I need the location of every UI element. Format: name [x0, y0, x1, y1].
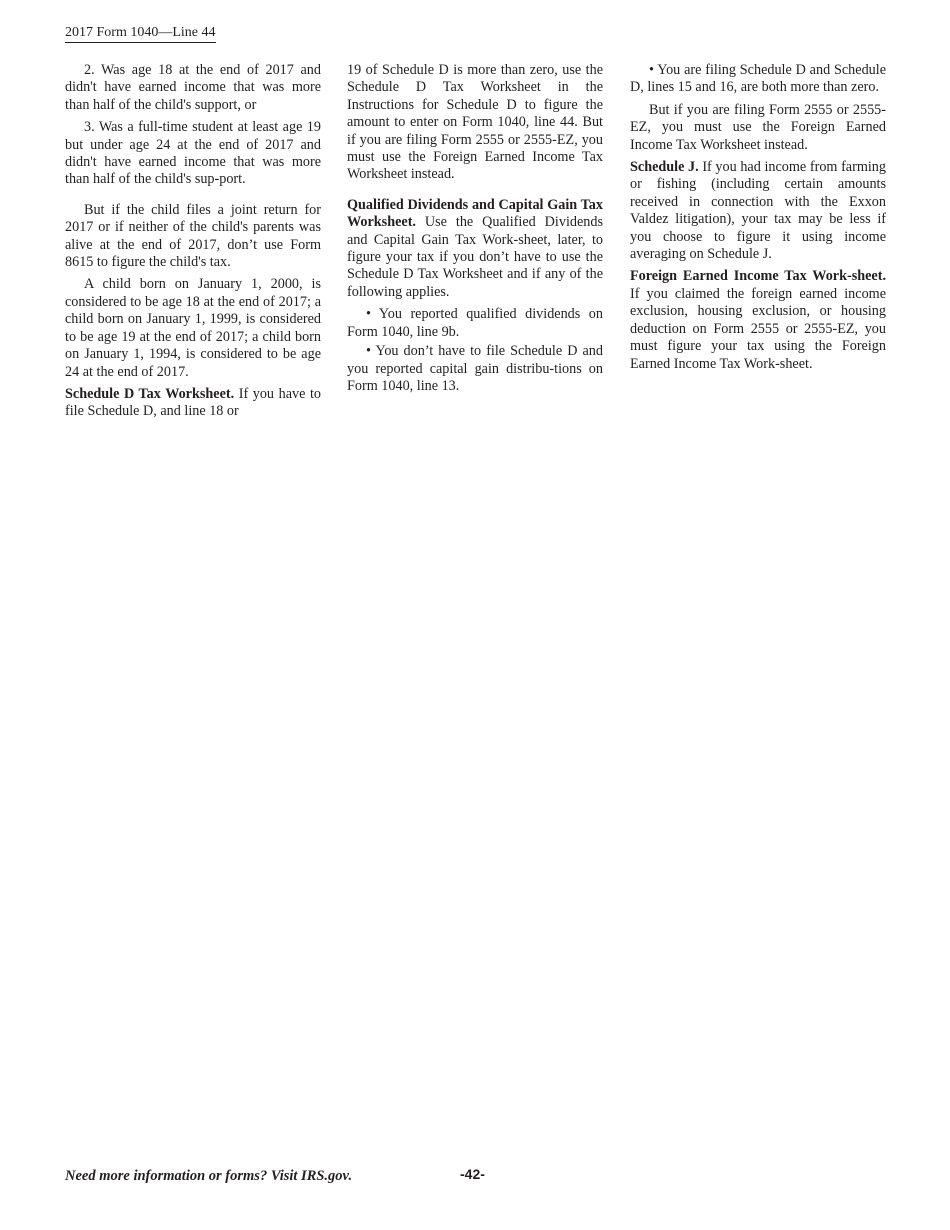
paragraph-age-18: 2. Was age 18 at the end of 2017 and didn't have earned income that was more than half of the child's support, or	[65, 62, 321, 113]
heading-foreign-earned-income: Foreign Earned Income Tax Work-sheet.	[630, 268, 886, 285]
text-foreign-earned-income: If you claimed the foreign earned income exclusion, housing exclusion, or housing deduction on Form 2555 or 2555-EZ, you must figure your tax using the Foreign Earned Income Tax Work-sheet.	[630, 285, 886, 372]
paragraph-schedule-d-worksheet	[65, 386, 321, 421]
heading-schedule-j: Schedule J.	[630, 159, 699, 176]
footer-note: Need more information or forms? Visit IRS.gov.	[65, 1168, 353, 1184]
paragraph-qualified-dividends	[347, 197, 603, 301]
text-schedule-d-worksheet: If you have to file Schedule D, and line 18 or	[65, 385, 321, 420]
paragraph-schedule-j	[630, 159, 886, 263]
bullet-filing-schedule-d: • You are filing Schedule D and Schedule D, lines 15 and 16, are both more than zero.	[630, 62, 886, 96]
text-schedule-j: If you had income from farming or fishing (including certain amounts received in connection with the Exxon Valdez litigation), your tax may be less if you choose to figure it using income averaging on Schedule J.	[630, 159, 886, 263]
column-2	[347, 62, 603, 397]
paragraph-foreign-earned-income	[630, 268, 886, 372]
column-1	[65, 62, 321, 426]
paragraph-full-time-student: 3. Was a full-time student at least age 19 but under age 24 at the end of 2017 and didn't have earned income that was more than half of the child's sup-port.	[65, 119, 321, 188]
paragraph-joint-return: But if the child files a joint return for 2017 or if neither of the child's parents was alive at the end of 2017, don’t use Form 8615 to figure the child's tax.	[65, 201, 321, 271]
paragraph-schedule-d-continued: 19 of Schedule D is more than zero, use the Schedule D Tax Worksheet in the Instructions for Schedule D to figure the amount to enter on Form 1040, line 44. But if you are filing Form 2555 or 2555-EZ, you must use the Foreign Earned Income Tax Worksheet instead.	[347, 62, 603, 183]
heading-schedule-d-worksheet: Schedule D Tax Worksheet.	[65, 385, 235, 402]
heading-qualified-dividends: Qualified Dividends and Capital Gain Tax Worksheet.	[347, 196, 603, 231]
paragraph-form-2555: But if you are filing Form 2555 or 2555-EZ, you must use the Foreign Earned Income Tax Worksheet instead.	[630, 101, 886, 153]
bullet-qualified-dividends-line-9b: • You reported qualified dividends on Form 1040, line 9b.	[347, 306, 603, 340]
page-number: -42-	[460, 1166, 485, 1182]
paragraph-child-born: A child born on January 1, 2000, is considered to be age 18 at the end of 2017; a child born on January 1, 1999, is considered to be age 19 at the end of 2017; a child born on January 1, 1994, is considered to be age 24 at the end of 2017.	[65, 276, 321, 380]
column-3	[630, 62, 886, 378]
bullet-capital-gain-distributions: • You don’t have to file Schedule D and you reported capital gain distribu-tions on Form 1040, line 13.	[347, 343, 603, 394]
running-head: 2017 Form 1040—Line 44	[65, 25, 216, 43]
text-qualified-dividends: Use the Qualified Dividends and Capital Gain Tax Work-sheet, later, to figure your tax if you don’t have to use the Schedule D Tax Worksheet and if any of the following applies.	[347, 214, 603, 300]
